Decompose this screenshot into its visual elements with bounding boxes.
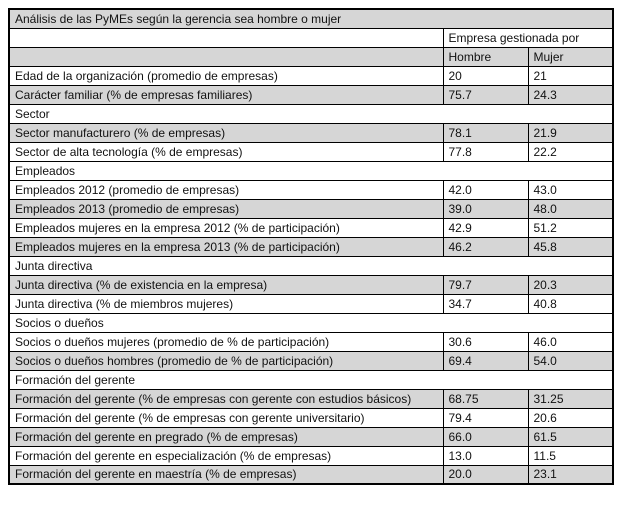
section-row	[9, 161, 613, 180]
value-hombre: 68.75	[443, 389, 528, 408]
row-label: Socios o dueños hombres (promedio de % de participación)	[9, 351, 443, 370]
row-label: Formación del gerente en especialización (% de empresas)	[9, 446, 443, 465]
value-hombre: 30.6	[443, 332, 528, 351]
section-label: Sector	[9, 104, 613, 123]
table-row	[9, 180, 613, 199]
value-mujer: 31.25	[528, 389, 613, 408]
table-row	[9, 275, 613, 294]
row-label: Socios o dueños mujeres (promedio de % de participación)	[9, 332, 443, 351]
table-row	[9, 199, 613, 218]
row-label: Carácter familiar (% de empresas familiares)	[9, 85, 443, 104]
value-hombre: 77.8	[443, 142, 528, 161]
empty-cell	[9, 28, 443, 47]
table-row	[9, 237, 613, 256]
value-hombre: 39.0	[443, 199, 528, 218]
value-hombre: 42.9	[443, 218, 528, 237]
col-header-mujer: Mujer	[528, 47, 613, 66]
value-mujer: 20.3	[528, 275, 613, 294]
section-label: Socios o dueños	[9, 313, 613, 332]
table-row	[9, 351, 613, 370]
value-hombre: 46.2	[443, 237, 528, 256]
table-row	[9, 446, 613, 465]
table-row	[9, 427, 613, 446]
value-hombre: 79.4	[443, 408, 528, 427]
value-hombre: 20.0	[443, 465, 528, 484]
value-hombre: 34.7	[443, 294, 528, 313]
row-label: Empleados mujeres en la empresa 2012 (% de participación)	[9, 218, 443, 237]
column-header-row	[9, 47, 613, 66]
empty-cell	[9, 47, 443, 66]
table-body	[9, 66, 613, 484]
col-header-hombre: Hombre	[443, 47, 528, 66]
table-row	[9, 85, 613, 104]
value-mujer: 21	[528, 66, 613, 85]
table-row	[9, 332, 613, 351]
value-mujer: 23.1	[528, 465, 613, 484]
row-label: Formación del gerente (% de empresas con gerente universitario)	[9, 408, 443, 427]
group-header-row	[9, 28, 613, 47]
table-row	[9, 66, 613, 85]
section-label: Junta directiva	[9, 256, 613, 275]
row-label: Empleados 2012 (promedio de empresas)	[9, 180, 443, 199]
table-row	[9, 465, 613, 484]
row-label: Sector manufacturero (% de empresas)	[9, 123, 443, 142]
row-label: Formación del gerente en pregrado (% de empresas)	[9, 427, 443, 446]
value-mujer: 22.2	[528, 142, 613, 161]
value-hombre: 42.0	[443, 180, 528, 199]
title-row	[9, 9, 613, 28]
value-mujer: 51.2	[528, 218, 613, 237]
value-mujer: 20.6	[528, 408, 613, 427]
group-header: Empresa gestionada por	[443, 28, 613, 47]
table-title: Análisis de las PyMEs según la gerencia sea hombre o mujer	[9, 9, 613, 28]
value-mujer: 48.0	[528, 199, 613, 218]
table-row	[9, 142, 613, 161]
row-label: Junta directiva (% de miembros mujeres)	[9, 294, 443, 313]
row-label: Empleados 2013 (promedio de empresas)	[9, 199, 443, 218]
pymes-analysis-table	[8, 8, 614, 485]
section-row	[9, 313, 613, 332]
value-mujer: 61.5	[528, 427, 613, 446]
table-row	[9, 218, 613, 237]
section-row	[9, 256, 613, 275]
table-row	[9, 294, 613, 313]
value-hombre: 78.1	[443, 123, 528, 142]
row-label: Formación del gerente (% de empresas con gerente con estudios básicos)	[9, 389, 443, 408]
value-mujer: 54.0	[528, 351, 613, 370]
section-label: Empleados	[9, 161, 613, 180]
row-label: Edad de la organización (promedio de empresas)	[9, 66, 443, 85]
value-mujer: 43.0	[528, 180, 613, 199]
table-row	[9, 408, 613, 427]
value-hombre: 66.0	[443, 427, 528, 446]
section-row	[9, 104, 613, 123]
table-row	[9, 389, 613, 408]
section-label: Formación del gerente	[9, 370, 613, 389]
row-label: Empleados mujeres en la empresa 2013 (% de participación)	[9, 237, 443, 256]
section-row	[9, 370, 613, 389]
value-mujer: 21.9	[528, 123, 613, 142]
row-label: Junta directiva (% de existencia en la empresa)	[9, 275, 443, 294]
row-label: Sector de alta tecnología (% de empresas)	[9, 142, 443, 161]
value-hombre: 75.7	[443, 85, 528, 104]
value-hombre: 79.7	[443, 275, 528, 294]
value-hombre: 69.4	[443, 351, 528, 370]
value-hombre: 13.0	[443, 446, 528, 465]
value-mujer: 11.5	[528, 446, 613, 465]
value-mujer: 40.8	[528, 294, 613, 313]
table-row	[9, 123, 613, 142]
value-mujer: 45.8	[528, 237, 613, 256]
value-mujer: 24.3	[528, 85, 613, 104]
row-label: Formación del gerente en maestría (% de empresas)	[9, 465, 443, 484]
value-mujer: 46.0	[528, 332, 613, 351]
value-hombre: 20	[443, 66, 528, 85]
